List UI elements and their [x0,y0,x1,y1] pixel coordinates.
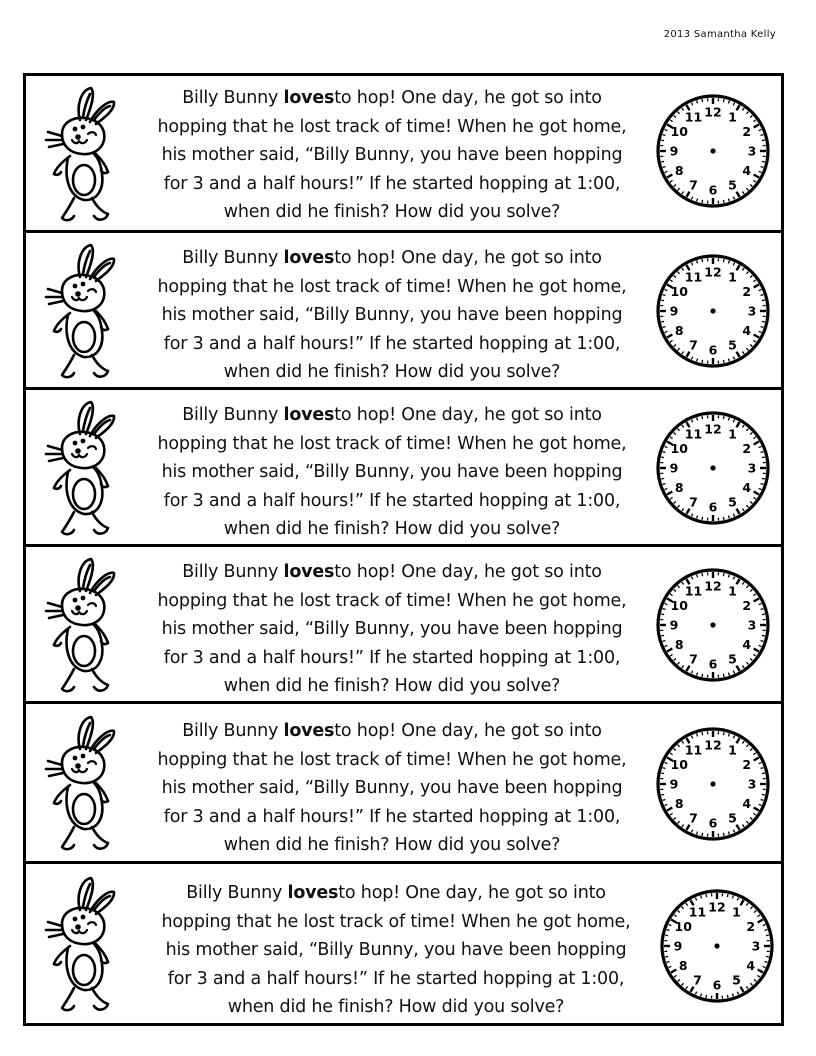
minute-tick [723,259,724,262]
minute-tick [766,935,769,936]
clock-number: 9 [669,617,679,633]
clock-number: 9 [669,303,679,319]
minute-tick [661,140,664,141]
task-card [23,861,784,1026]
story-line: when did he finish? How did you solve? [223,202,561,222]
minute-tick [728,359,729,362]
minute-tick [663,295,666,296]
clock-number: 8 [674,163,684,178]
story-line: Billy Bunny lovesto hop! One day, he got so into [182,248,602,268]
clock-number: 10 [674,919,692,934]
minute-tick [761,483,764,484]
minute-tick [723,833,724,836]
story-line: hopping that he lost track of time! When he got home, [161,911,631,932]
clock-number: 9 [669,776,679,792]
minute-tick [723,200,724,203]
clock-number: 6 [712,977,722,993]
clock-number: 3 [747,460,757,476]
minute-tick [701,994,702,997]
story-line: Billy Bunny lovesto hop! One day, he got so into [182,405,602,425]
clock-number: 4 [742,480,752,495]
minute-tick [663,483,666,484]
clock-number: 8 [678,958,688,973]
minute-tick [702,517,703,520]
clock-number: 3 [747,303,757,319]
clock-number: 8 [674,637,684,652]
minute-tick [702,416,703,419]
minute-tick [727,995,728,998]
clock-number: 1 [728,583,737,599]
bunny-icon [36,874,124,1019]
task-card [23,387,784,547]
clock-face [659,888,775,1004]
minute-tick [762,140,765,141]
clock-number: 11 [684,742,703,758]
minute-tick [661,794,664,795]
minute-tick [723,732,724,735]
clock-number: 7 [689,337,698,353]
story-line: when did he finish? How did you solve? [223,835,561,855]
clock-number: 9 [673,938,683,954]
minute-tick [702,573,703,576]
clock-number: 7 [693,972,702,988]
minute-tick [663,135,666,136]
minute-tick [697,261,698,264]
story-text [132,244,652,387]
minute-tick [762,300,765,301]
clock-number: 2 [742,124,752,139]
clock-number: 4 [742,323,752,338]
minute-tick [728,734,729,737]
minute-tick [663,640,666,641]
task-card [23,73,784,233]
story-line: for 3 and a half hours!” If he started hopping at 1:00, [163,806,621,827]
minute-tick [728,832,729,835]
minute-tick [697,673,698,676]
clock-face [655,410,771,526]
story-line: his mother said, “Billy Bunny, you have been hopping [161,778,623,798]
minute-tick [761,295,764,296]
minute-tick [732,994,733,997]
minute-tick [765,930,768,931]
clock-face [655,93,771,209]
minute-tick [661,773,664,774]
minute-tick [762,161,765,162]
minute-tick [697,734,698,737]
clock-number: 12 [704,737,722,753]
clock-number: 12 [704,264,722,280]
clock-number: 5 [728,337,737,353]
story-text [136,879,656,1022]
clock-center-dot [710,622,715,627]
clock-center-dot [714,943,719,948]
minute-tick [728,261,729,264]
minute-tick [728,101,729,104]
clock-number: 11 [684,426,703,442]
clock-number: 2 [746,919,756,934]
clock-number: 1 [732,904,741,920]
clock-number: 1 [728,269,737,285]
minute-tick [766,956,769,957]
minute-tick [667,930,670,931]
clock-number: 12 [704,421,722,437]
clock-face [655,726,771,842]
clock-center-dot [710,465,715,470]
clock-number: 1 [728,426,737,442]
story-line: for 3 and a half hours!” If he started hopping at 1:00, [163,333,621,354]
story-line: his mother said, “Billy Bunny, you have been hopping [161,619,623,639]
clock-number: 3 [751,938,761,954]
clock-number: 5 [728,651,737,667]
minute-tick [762,773,765,774]
clock-number: 4 [742,796,752,811]
story-line: hopping that he lost track of time! When he got home, [157,116,627,137]
bunny-icon [36,398,124,543]
story-line: his mother said, “Billy Bunny, you have been hopping [161,462,623,482]
clock-number: 11 [684,583,703,599]
clock-number: 5 [728,494,737,510]
story-text [132,401,652,544]
minute-tick [761,166,764,167]
bunny-icon [36,241,124,386]
story-line: when did he finish? How did you solve? [223,519,561,539]
clock-number: 3 [747,617,757,633]
clock-number: 6 [708,182,718,198]
bunny-icon [36,84,124,229]
minute-tick [702,732,703,735]
minute-tick [706,995,707,998]
story-text [132,558,652,701]
copyright-notice: 2013 Samantha Kelly [663,29,776,40]
story-line: his mother said, “Billy Bunny, you have been hopping [165,940,627,960]
minute-tick [762,457,765,458]
task-card-sheet [23,73,784,1026]
bunny-icon [36,555,124,700]
minute-tick [667,961,670,962]
story-line: Billy Bunny lovesto hop! One day, he got so into [182,562,602,582]
clock-number: 5 [728,810,737,826]
story-text [132,84,652,227]
clock-number: 10 [670,284,688,299]
task-card [23,544,784,704]
clock-number: 4 [742,637,752,652]
minute-tick [701,896,702,899]
minute-tick [723,360,724,363]
minute-tick [661,161,664,162]
minute-tick [661,457,664,458]
story-line: hopping that he lost track of time! When he got home, [157,590,627,611]
clock-number: 10 [670,598,688,613]
clock-number: 7 [689,651,698,667]
minute-tick [702,259,703,262]
clock-number: 7 [689,494,698,510]
minute-tick [762,614,765,615]
clock-center-dot [710,781,715,786]
clock-number: 6 [708,815,718,831]
story-line: hopping that he lost track of time! When he got home, [157,749,627,770]
minute-tick [702,674,703,677]
minute-tick [728,199,729,202]
clock-face [655,253,771,369]
clock-number: 2 [742,441,752,456]
minute-tick [723,416,724,419]
minute-tick [702,200,703,203]
clock-number: 2 [742,598,752,613]
minute-tick [663,799,666,800]
story-line: Billy Bunny lovesto hop! One day, he got so into [186,883,606,903]
minute-tick [665,956,668,957]
story-line: his mother said, “Billy Bunny, you have been hopping [161,145,623,165]
minute-tick [702,99,703,102]
minute-tick [697,575,698,578]
minute-tick [728,516,729,519]
bunny-icon [36,713,124,858]
minute-tick [765,961,768,962]
clock-number: 7 [689,177,698,193]
minute-tick [661,635,664,636]
minute-tick [661,614,664,615]
clock-number: 1 [728,742,737,758]
story-line: for 3 and a half hours!” If he started hopping at 1:00, [163,647,621,668]
story-line: for 3 and a half hours!” If he started hopping at 1:00, [163,173,621,194]
minute-tick [663,768,666,769]
minute-tick [728,418,729,421]
minute-tick [697,359,698,362]
clock-number: 12 [704,104,722,120]
minute-tick [661,478,664,479]
task-card [23,701,784,864]
minute-tick [723,573,724,576]
minute-tick [723,674,724,677]
minute-tick [723,517,724,520]
clock-number: 10 [670,124,688,139]
clock-number: 2 [742,284,752,299]
minute-tick [761,135,764,136]
clock-number: 8 [674,796,684,811]
minute-tick [663,452,666,453]
story-line: for 3 and a half hours!” If he started hopping at 1:00, [167,968,625,989]
clock-number: 11 [688,904,707,920]
clock-number: 5 [728,177,737,193]
clock-face [655,567,771,683]
clock-number: 11 [684,269,703,285]
minute-tick [761,799,764,800]
minute-tick [697,516,698,519]
minute-tick [762,635,765,636]
clock-number: 6 [708,342,718,358]
minute-tick [697,199,698,202]
clock-number: 1 [728,109,737,125]
clock-number: 9 [669,460,679,476]
story-line: hopping that he lost track of time! When he got home, [157,433,627,454]
clock-number: 8 [674,480,684,495]
minute-tick [663,326,666,327]
minute-tick [761,609,764,610]
story-line: Billy Bunny lovesto hop! One day, he got so into [182,88,602,108]
clock-number: 8 [674,323,684,338]
clock-number: 7 [689,810,698,826]
minute-tick [728,673,729,676]
story-line: hopping that he lost track of time! When he got home, [157,276,627,297]
story-line: when did he finish? How did you solve? [227,997,565,1017]
clock-number: 3 [747,776,757,792]
minute-tick [761,452,764,453]
story-line: for 3 and a half hours!” If he started hopping at 1:00, [163,490,621,511]
clock-center-dot [710,308,715,313]
minute-tick [665,935,668,936]
clock-center-dot [710,148,715,153]
minute-tick [762,794,765,795]
clock-number: 4 [746,958,756,973]
clock-number: 12 [708,899,726,915]
clock-number: 10 [670,757,688,772]
story-text [132,717,652,860]
clock-number: 5 [732,972,741,988]
minute-tick [761,640,764,641]
clock-number: 3 [747,143,757,159]
minute-tick [697,418,698,421]
task-card [23,230,784,390]
minute-tick [663,609,666,610]
clock-number: 10 [670,441,688,456]
minute-tick [702,833,703,836]
clock-number: 2 [742,757,752,772]
minute-tick [663,166,666,167]
minute-tick [723,99,724,102]
minute-tick [697,832,698,835]
minute-tick [728,575,729,578]
minute-tick [706,894,707,897]
minute-tick [697,101,698,104]
story-line: Billy Bunny lovesto hop! One day, he got so into [182,721,602,741]
minute-tick [762,478,765,479]
clock-number: 6 [708,499,718,515]
clock-number: 12 [704,578,722,594]
clock-number: 9 [669,143,679,159]
minute-tick [727,894,728,897]
story-line: his mother said, “Billy Bunny, you have been hopping [161,305,623,325]
story-line: when did he finish? How did you solve? [223,676,561,696]
clock-number: 4 [742,163,752,178]
clock-number: 6 [708,656,718,672]
minute-tick [761,326,764,327]
minute-tick [761,768,764,769]
clock-number: 11 [684,109,703,125]
minute-tick [661,321,664,322]
minute-tick [732,896,733,899]
minute-tick [661,300,664,301]
story-line: when did he finish? How did you solve? [223,362,561,382]
minute-tick [762,321,765,322]
minute-tick [702,360,703,363]
